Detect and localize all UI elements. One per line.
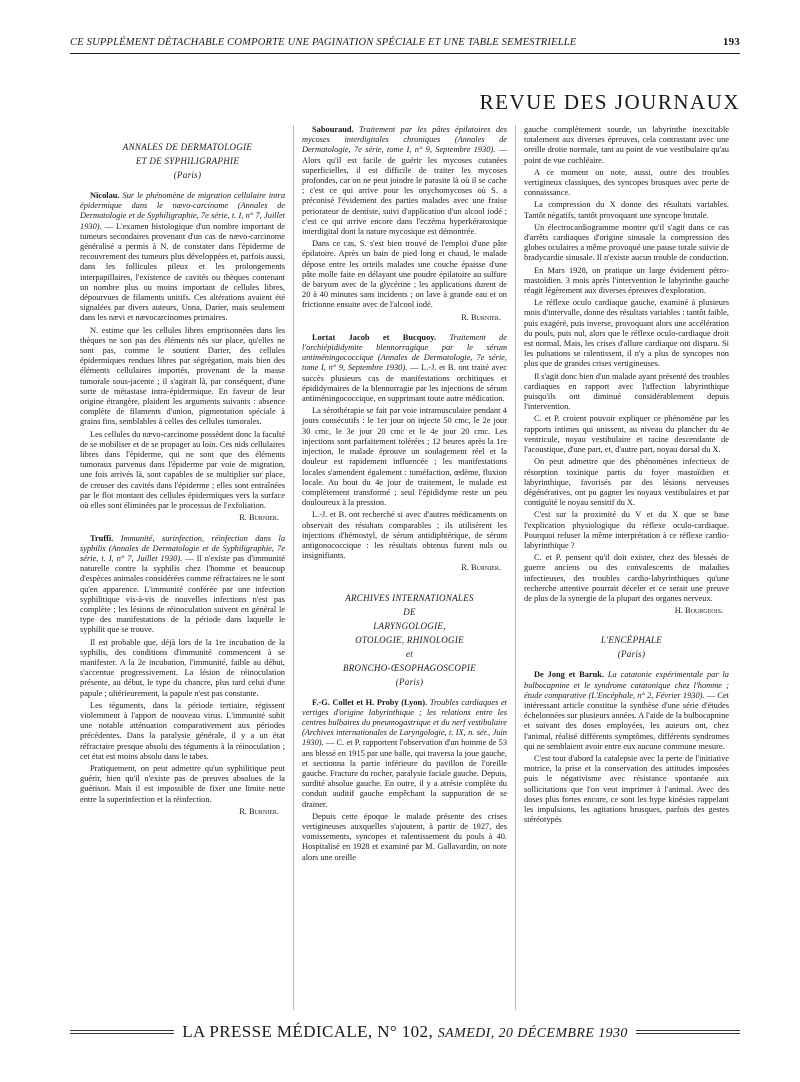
- article-paragraph: [302, 125, 507, 237]
- article-signature: R. Burnier.: [239, 806, 279, 816]
- article-title: Sur le phénomène de migration cellulaire intra épidermique dans le nævo-carcinome: [80, 191, 286, 211]
- article-paragraph: Les cellules du nævo-carcinome possèdent donc la faculté de se mobiliser et de se propager au loin. Ces nids cellulaires libres dans l'épiderme, qui ne sont que des éléments tumoraux parvenus dans l'épiderme par voie de migration, une fois arrivés là, sont capables de se multiplier sur place, de creuser des cavités dans l'épiderme ; elles sont entraînées par le flot montant des cellules épidermiques vers la surface où elles sont éliminées par le processus de l'exfoliation.: [80, 429, 285, 511]
- article-author: De Jong et Baruk.: [534, 670, 605, 680]
- article-signature: H. Bourgeois.: [674, 606, 723, 616]
- article-paragraph: [302, 698, 507, 810]
- section-title: L'ENCÉPHALE: [600, 635, 663, 646]
- section-title: ET DE SYPHILIGRAPHIE: [135, 156, 240, 166]
- article-paragraph: La compression du X donne des résultats variables. Tantôt négatifs, tantôt provoquant une syncope brutale.: [524, 200, 729, 220]
- article-paragraph: Il est probable que, déjà lors de la 1re incubation de la syphilis, des conditions d'immunité commencent à se manifester. A la 2e incubation, l'immunité, faible au début, s'accentue progressivement. La lésion de réinoculation présente, au début, le type du chancre, plus tard celui d'une papule ; ultérieurement, la papule n'est pas constante.: [80, 637, 285, 698]
- article-paragraph: [302, 333, 507, 404]
- footer-text: [174, 1022, 636, 1042]
- footer-rule: [70, 1030, 174, 1034]
- article-paragraph: Dans ce cas, S. s'est bien trouvé de l'emploi d'une pâte épilatoire. Après un bain de pied long et chaud, le malade dépose entre les orteils malades une couche épaisse d'une pâte molle faite en délayant une poudre épilatoire au sulfure de baryum avec de la glycérine ; les applications durent de 20 à 40 minutes sans incidents ; on lave à grande eau et on frictionne ensuite avec de l'alcool iodé.: [302, 239, 507, 310]
- article-text: — L'examen histologique d'un nombre important de tumeurs secondaires provenant d'un cas de nævo-carcinome généralisé a permis à N. de constater dans l'épiderme de recouvrement des tumeurs plus développées et, parfois aussi, dans les follicules pileux et les prolongements interpapillaires, l'existence de cavités ou thèques contenant un nombre plus ou moins important de cellules libres, dépourvues de filaments unitifs. Ces altérations avaient été signalées par divers auteurs, Unna, Darier, mais seulement dans les nævi et nævocarcinomes primaires.: [80, 221, 285, 323]
- article-paragraph: C'est sur la proximité du V et du X que se base l'explication physiologique du réflexe oculo-cardiaque. Pourquoi refuser la même interprétation à ce réflexe cardio-labyrinthique ?: [524, 510, 729, 550]
- section-title: LARYNGOLOGIE,: [373, 620, 446, 631]
- article-text: — L.-J. et B. ont traité avec succès plusieurs cas de manifestations orchitiques et épididymaires de la blennorragie par les injections de sérum antiméningococcique, en supprimant toute autre médication.: [302, 363, 508, 404]
- article-title: Traitement de l'orchiépididymite blennorragique par le sérum antiméningococcique: [302, 332, 508, 363]
- section-place: (Paris): [173, 170, 202, 180]
- article-paragraph: En Mars 1928, on pratique un large évidement pétro-mastoïdien. 3 mois après l'intervention le labyrinthe gauche réagit légèrement aux diverses épreuves d'exploration.: [524, 265, 729, 296]
- column-divider: [515, 125, 516, 1010]
- article-paragraph: L.-J. et B. ont recherché si avec d'autres médicaments on observait des résultats comparables ; ils utilisèrent les injections d'hémostyl, de sérum antidiphtérique, de sérum antigonococcique : les résultats obtenus furent nuls ou insignifiants.: [302, 510, 507, 561]
- article-reference: (Annales de Dermatologie et de Syphiligraphie, 7e série, t. I, n° 7, Juillet 1930).: [80, 201, 286, 231]
- column-2: [302, 125, 507, 865]
- article-paragraph: N. estime que les cellules libres emprisonnées dans les thèques ne son pas des éléments nés sur place, qu'elles ne sont pas, comme le soutient Darier, des cellules épidermiques rendues libres par ségrégation, mais bien des éléments cellulaires importés, provenant de la masse tumorale sous-jacente ; il s'agirait là, par conséquent, d'une sorte de métastase intra-épidermique. En faveur de leur origine étrangère, plaident les arguments suivants : absence complète de filaments d'union, pigmentation spéciale à grains fins, semblables à celles des cellules tumorales.: [80, 325, 285, 427]
- section-title: ANNALES DE DERMATOLOGIE: [122, 142, 253, 152]
- section-place: (Paris): [617, 649, 646, 660]
- article-signature: R. Burnier.: [461, 312, 501, 322]
- article-paragraph: C. et P. pensent qu'il doit exister, chez des blessés de guerre anciens ou des convalescents de maladies infectieuses, des troubles cardio-labyrinthiques qu'une recherche attentive pourrait déceler et ce serait une preuve de plus de la synergie de la plupart des organes nerveux.: [524, 553, 729, 603]
- article-paragraph: gauche complètement sourde, un labyrinthe inexcitable totalement aux diverses épreuves, cela contrastant avec une oreille droite normale, tant au point de vue vestibulaire qu'au point de vue cochléaire.: [524, 125, 729, 165]
- article-text: — Il n'existe pas d'immunité naturelle contre la syphilis chez l'homme et beaucoup d'espèces animales considérées comme réfractaires ne le sont qu'en apparence. L'immunité conférée par une infection syphilitique vis-à-vis de nouvelles infections n'est pas complète ; les lésions de réinoculation suivent en général le type des manifestations de la période dans laquelle le syphilit que se trouve.: [80, 553, 286, 635]
- section-title: DE: [403, 606, 416, 617]
- column-1: [80, 125, 285, 819]
- article-title: Troubles cardiaques et vertiges d'origine labyrinthique ; les relations entre les centres bulbaires du pneumogastrique et du nerf vestibulaire: [302, 697, 508, 727]
- page-number: 193: [722, 36, 740, 48]
- column-3: [524, 125, 729, 827]
- column-divider: [293, 125, 294, 1010]
- running-header: [70, 36, 740, 48]
- article-title: La catatonie expérimentale par la bulbocapnine et le syndrome catatonique chez l'homme ; étude comparative: [524, 670, 729, 700]
- article-paragraph: La sérothérapie se fait par voie intramusculaire pendant 4 jours consécutifs : le 1er jour on injecte 50 cmc, le 2e jour 30 cmc, le 3e jour 20 cmc et le 4e jour 20 cmc. Les injections sont parfaitement tolérées ; 12 heures après la 1re injection, le malade éprouve un soulagement réel et la douleur est rapidement influencée ; les manifestations locales s'amendent également : tuméfaction, œdème, fluxion locale. Au bout du 4e jour de traitement, le malade est complètement transformé ; seul l'épididyme reste un peu douloureux à la pression.: [302, 406, 507, 508]
- article-paragraph: Pratiquement, on peut admettre qu'un syphilitique peut guérir, bien qu'il n'existe pas de preuves absolues de la guérison. Mais il est impossible de fixer une limite nette entre la superinfection et la réinfection.: [80, 763, 285, 804]
- article-author: Nicolau.: [90, 191, 120, 200]
- article-paragraph: Il s'agit donc bien d'un malade ayant présenté des troubles cardiaques en rapport avec l'affection labyrinthique puisqu'ils ont diminué considérablement depuis l'intervention.: [524, 371, 729, 412]
- article-paragraph: C. et P. croient pouvoir expliquer ce phénomène par les rapports intimes qui unissent, au niveau du plancher du 4e ventricule, noyau vestibulaire et racine descendante de l'acoustique, d'une part, et, d'autre part, noyau dorsal du X.: [524, 414, 729, 455]
- section-place: (Paris): [395, 676, 424, 687]
- section-title: OTOLOGIE, RHINOLOGIE: [355, 634, 464, 645]
- article-paragraph: On peut admettre que des phénomènes infectieux de résorption toxinique partis du foyer mastoïdien et labyrinthique, favorisés par des lésions nerveuses dégénératives, ont pu gagner les noyaux vestibulaires et par contiguïté le noyau sensitif du X.: [524, 457, 729, 508]
- section-title: ARCHIVES INTERNATIONALES: [345, 592, 474, 603]
- article-paragraph: Le réflexe oculo cardiaque gauche, examiné à plusieurs mois d'intervalle, donne des résultats variables : tantôt faible, puis exagéré, puis inverse, provoquant alors une accélération du pouls, puis nul, alors que le réflexe oculo-cardiaque droit est normal. Mais, les crises d'allure cardiaque ont disparu. Si les pulsations se ralentissent, il n'y a plus de syncopes non plus que de grandes crises vertigineuses.: [524, 298, 729, 369]
- article-author: Lortat Jacob et Bucquoy.: [312, 332, 437, 342]
- article-reference: (Annales de Dermatologie, 7e série, tome I, n° 9, Septembre 1930).: [302, 353, 507, 373]
- article-reference: (L'Encéphale, n° 2, Février 1930).: [588, 690, 705, 700]
- article-signature: R. Burnier.: [461, 563, 501, 573]
- article-paragraph: [80, 534, 285, 636]
- article-paragraph: A ce moment on note, aussi, outre des troubles vertigineux classiques, des syncopes brusques avec perte de connaissance.: [524, 167, 729, 198]
- section-title: et: [405, 648, 414, 659]
- footer-date: SAMEDI, 20 DÉCEMBRE 1930: [437, 1026, 628, 1041]
- article-paragraph: [80, 191, 285, 324]
- section-title: BRONCHO-ŒSOPHAGOSCOPIE: [342, 662, 477, 673]
- article-paragraph: Depuis cette époque le malade présente des crises vertigineuses auxquelles s'ajoutent, à partir de 1927, des vomissements, syncopes et ralentissement du pouls à 40. Hospitalisé en 1928 et examiné par M. Gallavardin, on note alors une oreille: [302, 811, 507, 862]
- running-head-text: CE SUPPLÉMENT DÉTACHABLE COMPORTE UNE PAGINATION SPÉCIALE ET UNE TABLE SEMESTRIELLE: [70, 37, 577, 48]
- article-title: Traitement par les pâtes épilatoires des mycoses interdigitales chroniques: [302, 125, 507, 145]
- article-paragraph: Un électrocardiogramme montre qu'il s'agit dans ce cas d'arrêts cardiaques d'origine sinusale la compression des globes oculaires a même provoqué une pause totale suivie de bradycardie sinusale. Il n'existe aucun trouble de conduction.: [524, 222, 729, 263]
- page-footer: [70, 1022, 740, 1042]
- footer-rule: [636, 1030, 740, 1034]
- article-reference: (Annales de Dermatologie et de Syphiligraphie, 7e série, t. I, n° 7, Juillet 1930).: [80, 543, 285, 563]
- article-paragraph: C'est tout d'abord la catalepsie avec la perte de l'initiative motrice, la prise et la conservation des attitudes imposées puis le négativisme avec résistance spontanée aux sollicitations que l'on veut imprimer à l'animal. Avec des doses plus fortes encore, ce sont les hype kinésies rappelant les impulsions, les agitations brusques, parfois des gestes stéréotypés: [524, 753, 729, 825]
- header-rule: [70, 53, 740, 54]
- article-paragraph: Les téguments, dans la période tertiaire, régissent violemment à l'apport de nouveau virus. L'immunité subit une notable atténuation comparativement aux périodes précédentes. Dans la paralysie générale, il y a un état réfractaire presque absolu des téguments à la réinoculation ; cet état est moins absolu dans le tabes.: [80, 700, 285, 761]
- article-author: Sabouraud.: [312, 125, 354, 134]
- page-title: REVUE DES JOURNAUX: [479, 90, 740, 114]
- article-reference: (Archives internationales de Laryngologie, t. IX, n. sér., Juin 1930).: [302, 728, 507, 748]
- article-reference: (Annales de Dermatologie, 7e série, tome I, n° 9, Septembre 1930).: [302, 135, 508, 155]
- article-text: — Cet intéressant article constitue la synthèse d'une série d'études échelonnées sur plusieurs années. A l'aide de la bulbocapnine et suivant des doses employées, les auteurs ont, chez l'animal, réalisé différents symptômes, différents syndromes qui ne semblaient avoir entre eux aucune commune mesure.: [524, 690, 730, 751]
- footer-journal: LA PRESSE MÉDICALE, N° 102,: [182, 1022, 434, 1041]
- article-text: — Alors qu'il est facile de guérir les mycoses cutanées superficielles, il est difficile de traiter les mycoses profondes, car on ne peut joindre le parasite là où il se cache ; c'est ce qui arrive pour les onychomycoses où S. a préconisé l'évidement des parties malades avec une fraise periorateur de dentiste, suivi d'application d'un alcool iodé ; c'est ce qui arrive encore dans l'eczéma hyperkératosique interdigital dont la nature mycosique est démontrée.: [302, 145, 507, 237]
- article-text: — C. et P. rapportent l'observation d'un homme de 53 ans blessé en 1915 par une balle, qui traversa la joue gauche, et sectionna la partie inférieure du pavillon de l'oreille gauche. Fracture du rocher, paralysie faciale gauche. Depuis, surdité absolue gauche. En outre, il y a atrésie complète du conduit auditif gauche empêchant la suppuration de se drainer.: [302, 738, 508, 809]
- article-signature: R. Burnier.: [239, 513, 279, 523]
- article-paragraph: [524, 670, 729, 752]
- article-author: F.-G. Collet et H. Proby (Lyon).: [312, 697, 428, 707]
- article-author: Truffi.: [90, 533, 114, 543]
- article-title: Immunité, surinfection, réinfection dans la syphilis: [80, 533, 286, 553]
